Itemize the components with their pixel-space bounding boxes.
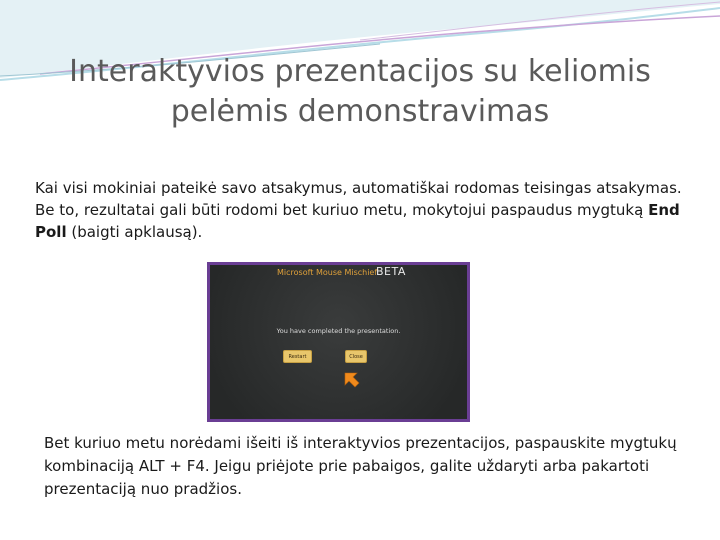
app-brand-name: Microsoft Mouse Mischief [277,268,378,277]
slide-title-line-2: pelėmis demonstravimas [170,94,550,129]
paragraph-text: Kai visi mokiniai pateikė savo atsakymus, automatiškai rodomas teisingas atsakymas. Be to, rezultatai gali būti rodomi bet kuriuo metu, mokytojui paspaudus mygtuką [35,179,682,219]
slide-title [20,52,700,132]
paragraph-text-end: (baigti apklausą). [66,223,203,241]
exit-instructions-paragraph: Bet kuriuo metu norėdami išeiti iš interaktyvios prezentacijos, paspauskite mygtukų kombinaciją ALT + F4. Jeigu priėjote prie pabaigos, galite uždaryti arba pakartoti prezentaciją nuo pradžios. [44,434,677,498]
app-screenshot-content [210,265,467,419]
orange-arrow-cursor-icon [344,372,360,388]
beta-label: BETA [376,265,406,278]
close-button[interactable]: Close [345,350,367,363]
restart-button[interactable]: Restart [283,350,312,363]
completion-message: You have completed the presentation. [276,327,401,335]
end-poll-term: End Poll [35,201,680,241]
app-screenshot-frame [207,262,470,422]
instruction-paragraph [35,177,685,243]
slide-title-line-1: Interaktyvios prezentacijos su keliomis [69,54,651,89]
